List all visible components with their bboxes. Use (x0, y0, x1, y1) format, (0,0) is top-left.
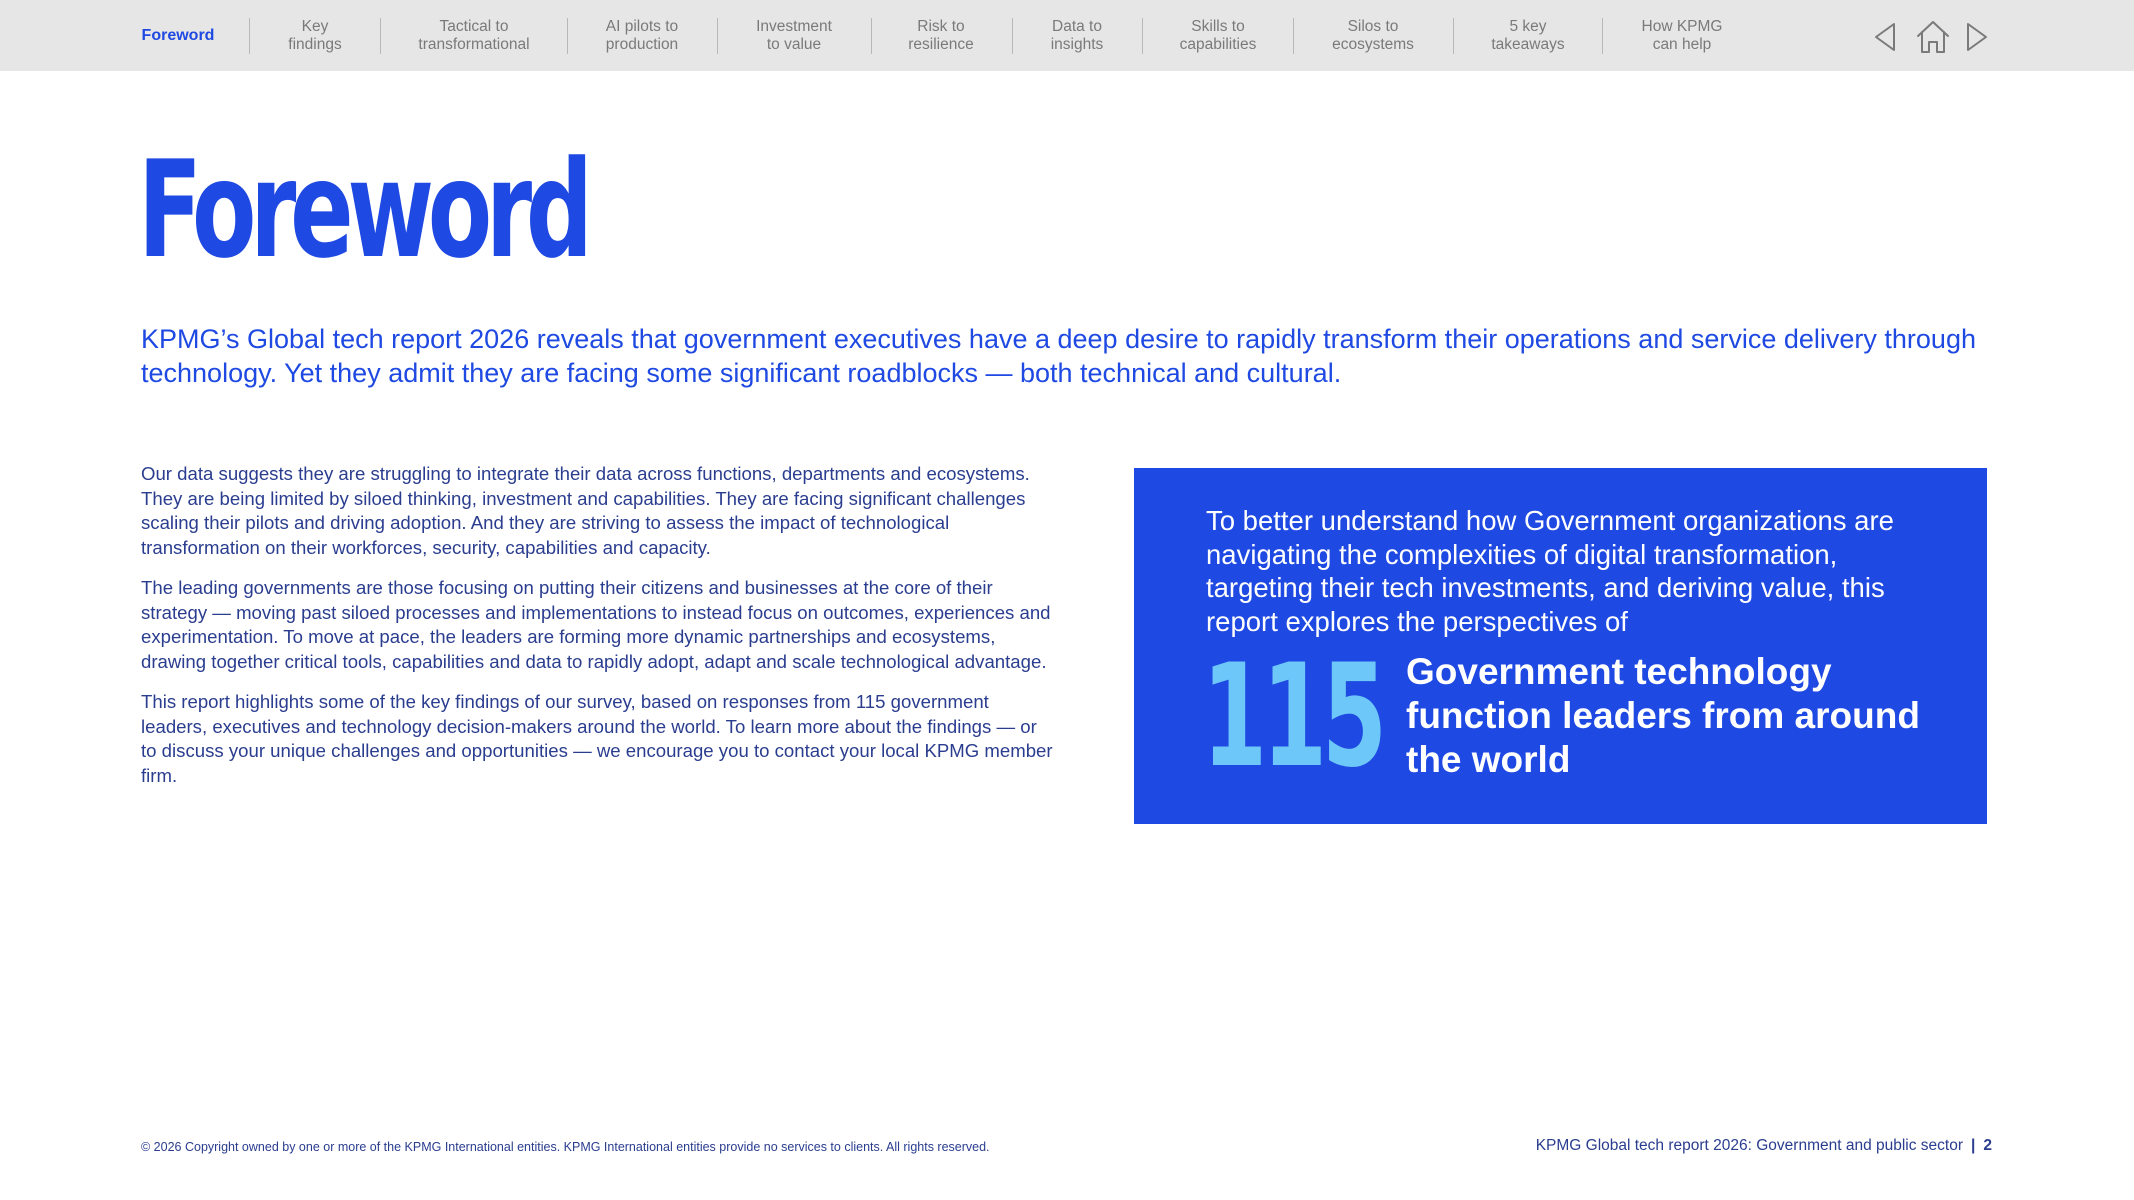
nav-item-label: 5 key takeaways (1491, 18, 1565, 53)
nav-item-5-key-takeaways[interactable] (1470, 16, 1586, 56)
nav-item-foreword[interactable] (138, 16, 218, 56)
nav-item-label: Investment to value (756, 18, 832, 53)
page-title: Foreword (138, 132, 587, 288)
nav-item-investment-to-value[interactable] (735, 16, 853, 56)
nav-divider (717, 18, 718, 54)
body-paragraph: This report highlights some of the key findings of our survey, based on responses from 115 government leaders, executives and technology decision-makers around the world. To learn more about the findings — or to discuss your unique challenges and opportunities — we encourage you to contact your local KPMG member firm. (141, 691, 1053, 786)
previous-page-button[interactable] (1870, 20, 1904, 54)
footer-copyright: © 2026 Copyright owned by one or more of the KPMG International entities. KPMG International entities provide no services to clients. All rights reserved. (141, 1140, 990, 1154)
section-nav (0, 0, 2134, 71)
triangle-left-icon (1870, 20, 1904, 54)
top-navigation (0, 0, 2134, 71)
nav-item-risk-to-resilience[interactable] (890, 16, 992, 56)
nav-item-how-kpmg-can-help[interactable] (1620, 16, 1744, 56)
callout-text: To better understand how Government organizations are navigating the complexities of digital transformation, targeting their tech investments, and deriving value, this report explores the perspectives of (1206, 505, 1894, 637)
nav-item-label: Data to insights (1050, 18, 1104, 53)
nav-divider (1012, 18, 1013, 54)
nav-item-ai-pilots-to-production[interactable] (585, 16, 699, 56)
nav-item-label: Tactical to transformational (418, 18, 530, 53)
nav-item-silos-to-ecosystems[interactable] (1312, 16, 1434, 56)
nav-item-data-to-insights[interactable] (1030, 16, 1124, 56)
body-paragraph: Our data suggests they are struggling to integrate their data across functions, departments and ecosystems. They are being limited by siloed thinking, investment and capabilities. They are facing significant challenges scaling their pilots and driving adoption. And they are striving to assess the impact of technological transformation on their workforces, security, capabilities and capacity. (141, 463, 1030, 558)
body-text-column (141, 462, 1056, 804)
nav-divider (380, 18, 381, 54)
nav-divider (567, 18, 568, 54)
nav-item-label: How KPMG can help (1641, 18, 1723, 53)
callout-highlight: Government technology function leaders from around the world (1406, 651, 1920, 780)
nav-item-key-findings[interactable] (270, 16, 360, 56)
nav-divider (1602, 18, 1603, 54)
home-icon (1914, 18, 1952, 56)
nav-item-tactical-to-transformational[interactable] (400, 16, 548, 56)
page-number: 2 (1983, 1137, 1992, 1154)
nav-divider (1142, 18, 1143, 54)
survey-callout-box (1134, 468, 1987, 824)
nav-item-label: AI pilots to production (605, 18, 679, 53)
nav-divider (871, 18, 872, 54)
respondent-count: 115 (1202, 634, 1382, 799)
nav-item-label: Key findings (288, 18, 342, 53)
nav-item-label: Foreword (141, 27, 215, 44)
nav-item-label: Skills to capabilities (1179, 18, 1257, 53)
body-paragraph: The leading governments are those focusing on putting their citizens and businesses at the core of their strategy — moving past siloed processes and implementations to instead focus on outcomes, experiences and experimentation. To move at pace, the leaders are forming more dynamic partnerships and ecosystems, drawing together critical tools, capabilities and data to rapidly adopt, adapt and scale technological advantage. (141, 577, 1051, 672)
footer-report-title: KPMG Global tech report 2026: Government and public sector (1535, 1137, 1964, 1154)
nav-item-label: Risk to resilience (908, 18, 974, 53)
home-button[interactable] (1914, 18, 1952, 56)
footer-report-info (1536, 1137, 1992, 1155)
nav-divider (249, 18, 250, 54)
triangle-right-icon (1958, 20, 1992, 54)
nav-divider (1453, 18, 1454, 54)
next-page-button[interactable] (1958, 20, 1992, 54)
intro-statement: KPMG’s Global tech report 2026 reveals that government executives have a deep desire to rapidly transform their operations and service delivery through technology. Yet they admit they are facing some significant roadblocks — both technical and cultural. (141, 324, 1976, 388)
nav-item-label: Silos to ecosystems (1332, 18, 1414, 53)
nav-item-skills-to-capabilities[interactable] (1160, 16, 1276, 56)
footer-separator: | (1971, 1137, 1976, 1154)
nav-divider (1293, 18, 1294, 54)
